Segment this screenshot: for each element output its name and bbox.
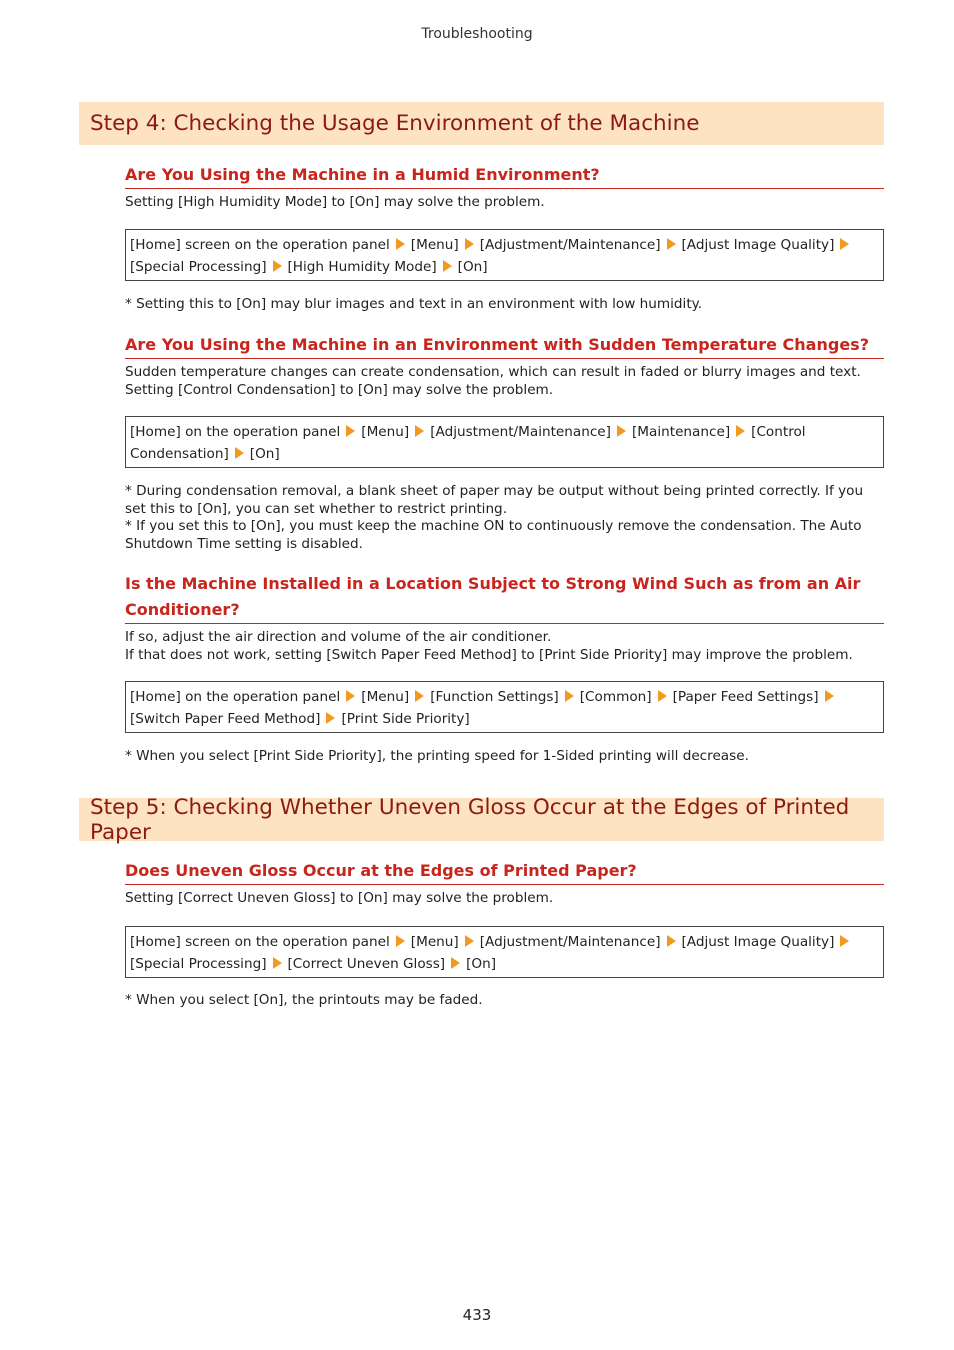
nav-arrow-icon (465, 238, 474, 250)
temperature-intro-line: Setting [Control Condensation] to [On] may solve the problem. (125, 381, 554, 398)
temperature-heading: Are You Using the Machine in an Environment with Sudden Temperature Changes? (125, 332, 884, 359)
nav-arrow-icon (443, 260, 452, 272)
nav-step: [Adjust Image Quality] (681, 237, 835, 253)
nav-step: [High Humidity Mode] (287, 259, 437, 275)
note-line: * If you set this to [On], you must keep the machine ON to continuously remove the condensation. The Auto (125, 518, 862, 534)
nav-step: [Menu] (410, 934, 459, 950)
wind-heading-line: Is the Machine Installed in a Location Subject to Strong Wind Such as from an Air (125, 574, 861, 593)
nav-step: [Menu] (361, 424, 410, 440)
nav-arrow-icon (235, 447, 244, 459)
nav-step: [Maintenance] (631, 424, 731, 440)
nav-step: [On] (249, 446, 280, 462)
wind-nav-path (125, 681, 884, 733)
nav-step: Condensation] (130, 446, 229, 462)
nav-arrow-icon (565, 690, 574, 702)
nav-arrow-icon (825, 690, 834, 702)
nav-step: [Home] on the operation panel (130, 424, 341, 440)
running-header: Troubleshooting (421, 26, 533, 42)
step5-banner (79, 794, 884, 845)
nav-step: [Print Side Priority] (341, 711, 470, 727)
wind-heading (125, 571, 884, 624)
nav-arrow-icon (465, 935, 474, 947)
nav-step: [Common] (579, 689, 652, 705)
nav-arrow-icon (273, 957, 282, 969)
wind-intro (125, 629, 885, 664)
nav-arrow-icon (396, 935, 405, 947)
nav-step: [Home] screen on the operation panel (130, 934, 390, 950)
gloss-note: * When you select [On], the printouts may be faded. (125, 992, 483, 1008)
nav-step: [Paper Feed Settings] (672, 689, 819, 705)
nav-step: [Special Processing] (130, 956, 267, 972)
gloss-heading: Does Uneven Gloss Occur at the Edges of Printed Paper? (125, 858, 884, 885)
wind-note: * When you select [Print Side Priority], the printing speed for 1-Sided printing will decrease. (125, 748, 749, 764)
wind-intro-line: If so, adjust the air direction and volume of the air conditioner. (125, 629, 552, 645)
nav-step: [Correct Uneven Gloss] (287, 956, 446, 972)
temperature-intro-line: Sudden temperature changes can create condensation, which can result in faded or blurry images and text. (125, 364, 861, 380)
nav-step: [On] (466, 956, 497, 972)
temperature-intro (125, 364, 885, 399)
nav-arrow-icon (273, 260, 282, 272)
nav-step: [Home] on the operation panel (130, 689, 341, 705)
note-line: * During condensation removal, a blank sheet of paper may be output without being printed correctly. If you (125, 483, 864, 499)
nav-arrow-icon (840, 238, 849, 250)
wind-heading-line: Conditioner? (125, 600, 240, 619)
nav-arrow-icon (840, 935, 849, 947)
nav-step: [Special Processing] (130, 259, 267, 275)
nav-step: [Adjustment/Maintenance] (479, 934, 661, 950)
page-number: 433 (462, 1306, 492, 1324)
nav-arrow-icon (346, 690, 355, 702)
nav-step: [On] (457, 259, 488, 275)
nav-arrow-icon (667, 935, 676, 947)
gloss-intro: Setting [Correct Uneven Gloss] to [On] may solve the problem. (125, 890, 554, 906)
step5-title: Step 5: Checking Whether Uneven Gloss Occur at the Edges of Printed Paper (90, 794, 850, 845)
nav-arrow-icon (617, 425, 626, 437)
nav-arrow-icon (346, 425, 355, 437)
nav-arrow-icon (415, 690, 424, 702)
humid-intro: Setting [High Humidity Mode] to [On] may solve the problem. (125, 194, 545, 210)
nav-step: [Adjustment/Maintenance] (430, 424, 611, 440)
nav-step: [Switch Paper Feed Method] (130, 711, 321, 727)
nav-arrow-icon (658, 690, 667, 702)
nav-arrow-icon (415, 425, 424, 437)
note-line: Shutdown Time setting is disabled. (125, 535, 363, 552)
nav-arrow-icon (667, 238, 676, 250)
wind-intro-line: If that does not work, setting [Switch Paper Feed Method] to [Print Side Priority] may improve the problem. (125, 646, 853, 663)
nav-step: [Menu] (361, 689, 410, 705)
nav-arrow-icon (396, 238, 405, 250)
nav-arrow-icon (326, 712, 335, 724)
nav-step: [Function Settings] (430, 689, 559, 705)
humid-heading: Are You Using the Machine in a Humid Environment? (125, 162, 884, 189)
humid-note: * Setting this to [On] may blur images and text in an environment with low humidity. (125, 296, 703, 312)
nav-step: [Adjust Image Quality] (681, 934, 835, 950)
temperature-nav-path (125, 416, 884, 468)
nav-step: [Menu] (410, 237, 459, 253)
humid-nav-path (125, 229, 884, 281)
note-line: set this to [On], you can set whether to restrict printing. (125, 500, 508, 517)
nav-step: [Home] screen on the operation panel (130, 237, 390, 253)
temperature-notes (125, 483, 885, 553)
gloss-nav-path (125, 926, 884, 978)
nav-step: [Adjustment/Maintenance] (479, 237, 661, 253)
nav-arrow-icon (736, 425, 745, 437)
nav-arrow-icon (451, 957, 460, 969)
step4-banner (79, 102, 884, 145)
step4-title: Step 4: Checking the Usage Environment of the Machine (90, 111, 700, 136)
nav-step: [Control (751, 424, 806, 440)
